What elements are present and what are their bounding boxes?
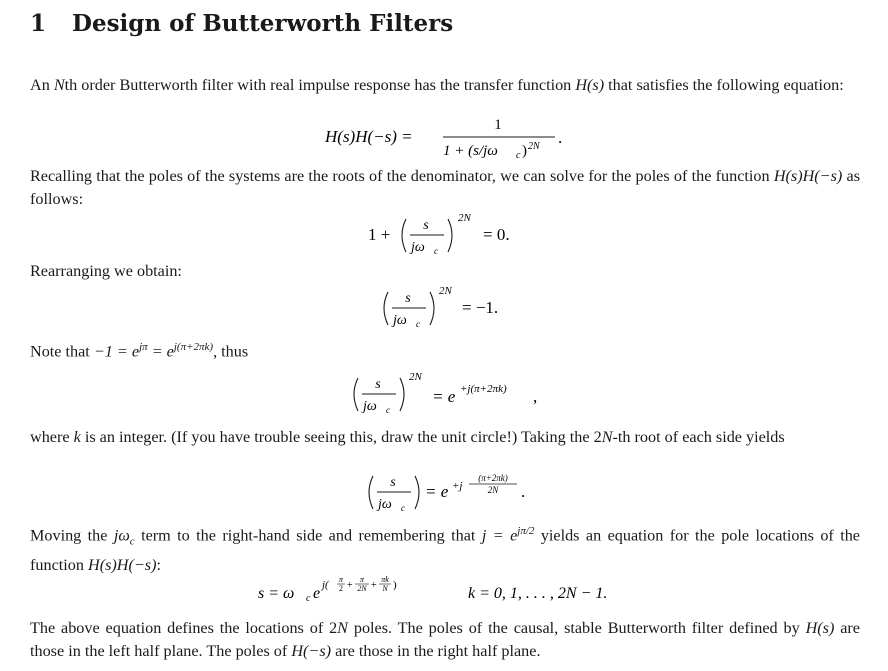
math-N: N: [601, 428, 613, 446]
eq2-paren-left: [402, 219, 406, 252]
math-H-s: H(−s): [291, 642, 332, 660]
eq5-sup-den: 2N: [487, 485, 499, 495]
text-run: :: [156, 555, 161, 574]
equation-3-svg: [380, 280, 520, 336]
text-run: -th root of each side yields: [612, 428, 785, 446]
eq4-frac-num: s: [375, 377, 381, 392]
eq6-plus-1: +: [347, 580, 353, 591]
text-run: poles. The poles of the causal, stable Butterworth filter defined by: [347, 619, 806, 637]
paragraph-poles: [30, 165, 860, 211]
math-sup: jπ: [139, 341, 148, 353]
text-run: Rearranging we obtain:: [30, 262, 182, 280]
paragraph-moving: [30, 520, 860, 577]
text-run: Recalling that the poles of the systems are the roots of the denominator, we can solve for the poles of the function: [30, 167, 774, 185]
text-run: as follows:: [30, 167, 860, 208]
eq4-paren-left: [354, 378, 358, 411]
text-run: is an integer. (If you have trouble seeing this, draw the unit circle!) Taking the 2: [80, 428, 602, 446]
eq6-range: k = 0, 1, . . . , 2N − 1.: [468, 585, 608, 602]
eq2-rhs: = 0.: [483, 225, 510, 244]
text-run: are those in the left half plane. The poles of: [30, 619, 860, 660]
paragraph-integer: [30, 426, 860, 449]
text-run: Moving the: [30, 526, 114, 545]
text-run: are those in the right half plane.: [331, 642, 541, 660]
eq6-sup-close: ): [393, 579, 397, 591]
math-jw: jω: [113, 526, 130, 545]
math-sup: j(π+2πk): [173, 341, 214, 353]
equation-3: [380, 280, 520, 341]
math-j: j = e: [481, 526, 518, 545]
eq5-end: .: [521, 482, 526, 501]
eq2-frac-den-sub: c: [434, 246, 438, 256]
eq4-frac-den: jω: [363, 399, 377, 414]
eq3-exp: 2N: [439, 285, 452, 297]
text-run: Note that: [30, 342, 94, 361]
math-HsH-s: H(s)H(−s): [88, 555, 157, 574]
math-e: = e: [147, 342, 174, 361]
eq3-rhs: = −1.: [462, 298, 499, 317]
eq5-sup-num: (π+2πk): [478, 473, 508, 483]
eq6-sup-j: j(: [322, 579, 329, 591]
eq3-paren-right: [430, 292, 434, 325]
math-sup: jπ/2: [517, 525, 535, 537]
eq6-sub: c: [306, 593, 311, 604]
eq5-rhs: = e: [425, 482, 449, 501]
text-run: The above equation defines the locations of 2: [30, 619, 338, 637]
eq5-paren-right: [415, 476, 419, 509]
equation-6: [258, 574, 638, 611]
text-run: that satisfies the following equation:: [604, 76, 844, 94]
eq1-numerator: 1: [494, 117, 502, 133]
eq1-denominator: 1 + (s/jω: [443, 143, 498, 159]
eq2-frac-num: s: [423, 218, 429, 233]
eq4-frac-den-sub: c: [386, 405, 390, 415]
text-run: , thus: [213, 342, 249, 361]
eq3-frac-den: jω: [393, 313, 407, 328]
eq1-lhs: H(s)H(−s) =: [325, 127, 413, 146]
math-HsH-s: H(s)H(−s): [773, 167, 843, 185]
eq6-t2-den: 2N: [357, 584, 367, 593]
eq6-t1-den: 2: [339, 584, 343, 593]
equation-4: [350, 366, 580, 427]
eq6-t2-num: π: [359, 575, 365, 584]
equation-4-svg: [350, 366, 580, 422]
text-run: An: [30, 76, 54, 94]
eq6-t3-num: πk: [381, 575, 389, 584]
eq2-paren-right: [448, 219, 452, 252]
equation-5: [365, 468, 545, 525]
equation-5-svg: [365, 468, 545, 520]
math-Hs: H(s): [575, 76, 605, 94]
eq6-lhs: s = ω: [258, 585, 295, 602]
equation-1-svg: [325, 117, 585, 161]
equation-6-svg: [258, 574, 638, 606]
eq4-rhs: = e: [432, 387, 456, 406]
eq5-frac-num: s: [390, 475, 396, 490]
eq5-frac-den: jω: [378, 497, 392, 512]
eq4-sup: +j(π+2πk): [460, 383, 507, 395]
eq1-den-close: ): [522, 143, 527, 159]
eq6-t1-num: π: [338, 575, 344, 584]
paragraph-conclusion: [30, 617, 860, 663]
eq2-lhs: 1 +: [368, 225, 391, 244]
eq1-den-exp: 2N: [528, 141, 540, 152]
eq4-exp: 2N: [409, 371, 422, 383]
eq6-e: e: [313, 585, 321, 602]
eq3-paren-left: [384, 292, 388, 325]
eq1-end: .: [558, 128, 563, 147]
section-heading: [30, 10, 453, 37]
eq2-exp: 2N: [458, 212, 471, 224]
eq2-frac-den: jω: [411, 240, 425, 255]
paragraph-note: [30, 336, 860, 363]
section-title: Design of Butterworth Filters: [72, 10, 454, 37]
eq5-sup-j: +j: [452, 480, 463, 492]
eq5-frac-den-sub: c: [401, 503, 405, 513]
eq3-frac-den-sub: c: [416, 319, 420, 329]
eq4-end: ,: [533, 387, 538, 406]
text-run: term to the right-hand side and remembering that: [134, 526, 482, 545]
math-k: k: [73, 428, 81, 446]
equation-2-svg: [368, 207, 528, 263]
equation-1: [325, 117, 585, 166]
math-minus-one: −1 = e: [93, 342, 140, 361]
math-N: N: [53, 76, 65, 94]
text-run: th order Butterworth filter with real impulse response has the transfer function: [64, 76, 576, 94]
text-run: yields an equation for the pole locations of the function: [30, 526, 860, 574]
text-run: where: [30, 428, 74, 446]
eq3-frac-num: s: [405, 291, 411, 306]
math-Hs: H(s): [805, 619, 835, 637]
paragraph-intro: [30, 74, 860, 97]
math-sub-c: c: [129, 535, 135, 548]
eq6-plus-2: +: [371, 580, 377, 591]
equation-2: [368, 207, 528, 268]
eq6-t3-den: N: [382, 584, 388, 593]
section-number: 1: [30, 10, 47, 37]
math-N: N: [337, 619, 348, 637]
eq4-paren-right: [400, 378, 404, 411]
eq5-paren-left: [369, 476, 373, 509]
eq1-den-sub: c: [516, 150, 521, 161]
